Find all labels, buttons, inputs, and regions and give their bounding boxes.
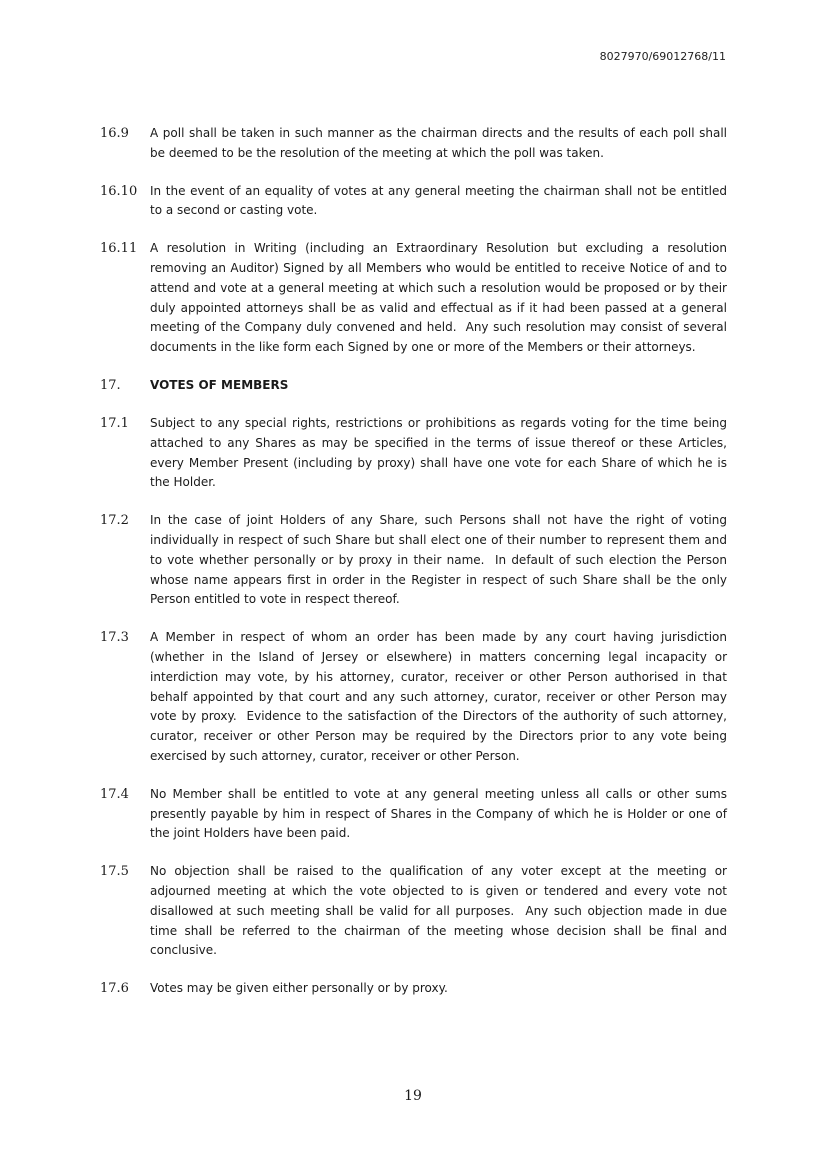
clause-text: A poll shall be taken in such manner as the chairman directs and the results of each poll shall be deemed to be the resolution of the meeting at which the poll was taken. (150, 126, 731, 160)
clause-number: 16.11 (100, 241, 138, 257)
clause-17-5 (100, 862, 731, 961)
clause-number: 17.3 (100, 630, 129, 646)
clause-number: 17.5 (100, 864, 129, 880)
clause-text: In the event of an equality of votes at any general meeting the chairman shall not be entitled to a second or casting vote. (150, 183, 731, 218)
clause-text: In the case of joint Holders of any Share, such Persons shall not have the right of voting individually in respect of such Share but shall elect one of their number to represent them and to vote whether personally or by proxy in their name. In default of such election the Person whose name appears first in order in the Register in respect of such Share shall be the only Person entitled to vote in respect thereof. (150, 513, 731, 607)
page-number: 19 (404, 1088, 422, 1104)
clause-number: 17.6 (100, 981, 129, 997)
clause-17-3 (100, 628, 731, 767)
clause-text: No objection shall be raised to the qualification of any voter except at the meeting or adjourned meeting at which the vote objected to is given or tendered and every vote not disallowed at such meeting shall be valid for all purposes. Any such objection made in due time shall be referred to the chairman of the meeting whose decision shall be final and conclusive. (150, 864, 731, 958)
clause-number: 17.4 (100, 786, 129, 802)
clause-text: A resolution in Writing (including an Extraordinary Resolution but excluding a resolution removing an Auditor) Signed by all Members who would be entitled to receive Notice of and to attend and vote at a general meeting at which such a resolution would be proposed or by their duly appointed attorneys shall be as valid and effectual as if it had been passed at a general meeting of the Company duly convened and held. Any such resolution may consist of several documents in the like form each Signed by one or more of the Members or their attorneys. (150, 241, 731, 355)
clause-16-10 (100, 182, 731, 222)
clause-number: 16.9 (100, 126, 129, 141)
document-body (100, 124, 731, 1017)
clause-17-1 (100, 414, 731, 493)
section-title: VOTES OF MEMBERS (150, 377, 289, 392)
clause-16-11 (100, 239, 731, 358)
clause-number: 17.2 (100, 513, 129, 529)
clause-17-4 (100, 785, 731, 844)
clause-number: 17.1 (100, 415, 129, 431)
section-heading-17 (100, 376, 727, 396)
clause-17-2 (100, 511, 731, 610)
document-reference: 8027970/69012768/11 (599, 50, 726, 63)
clause-text: Votes may be given either personally or by proxy. (150, 981, 448, 996)
clause-text: Subject to any special rights, restrictions or prohibitions as regards voting for the time being attached to any Shares as may be specified in the terms of issue thereof or these Articles, every Member Present (including by proxy) shall have one vote for each Share of which he is the Holder. (150, 415, 731, 490)
section-number: 17. (100, 377, 121, 393)
clause-17-6 (100, 979, 727, 999)
clause-number: 16.10 (100, 183, 138, 199)
clause-16-9 (100, 124, 731, 164)
clause-text: A Member in respect of whom an order has been made by any court having jurisdiction (whether in the Island of Jersey or elsewhere) in matters concerning legal incapacity or interdiction may vote, by his attorney, curator, receiver or other Person authorised in that behalf appointed by that court and any such attorney, curator, receiver or other Person may vote by proxy. Evidence to the satisfaction of the Directors of the authority of such attorney, curator, receiver or other Person may be required by the Directors prior to any vote being exercised by such attorney, curator, receiver or other Person. (150, 630, 731, 763)
clause-text: No Member shall be entitled to vote at any general meeting unless all calls or other sums presently payable by him in respect of Shares in the Company of which he is Holder or one of the joint Holders have been paid. (150, 786, 731, 841)
